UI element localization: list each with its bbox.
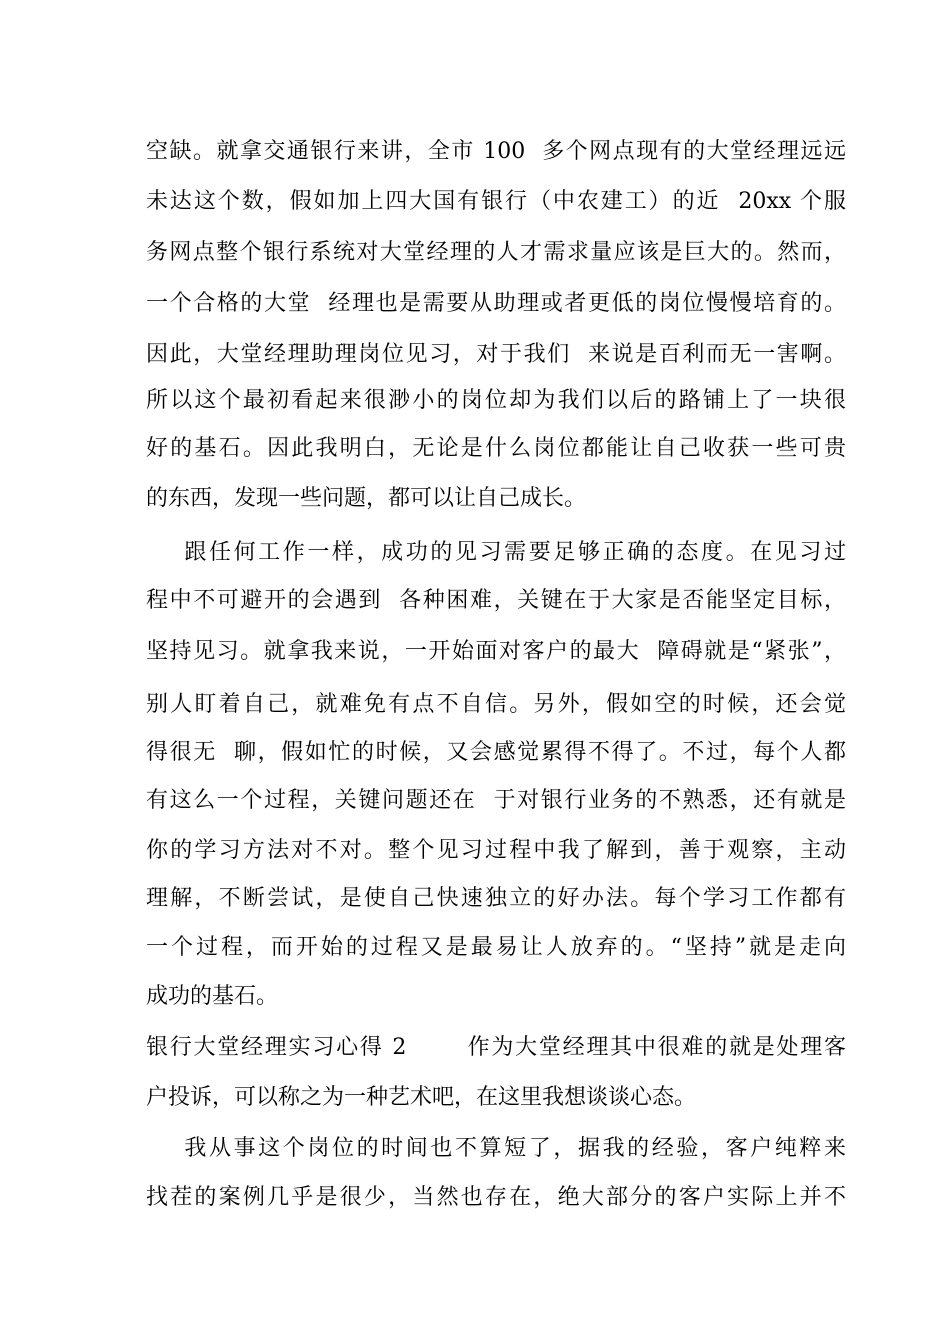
text-line: 你的学习方法对不对。整个见习过程中我了解到，善于观察，主动 — [146, 838, 846, 863]
text-line: 坚持见习。就拿我来说，一开始面对客户的最大 障碍就是“紧张”， — [146, 639, 846, 664]
paragraph-first-line: 我从事这个岗位的时间也不算短了，据我的经验，客户纯粹来 — [146, 1136, 846, 1161]
paragraph-first-line: 跟任何工作一样，成功的见习需要足够正确的态度。在见习过 — [146, 540, 846, 565]
text-line: 未达这个数，假如加上四大国有银行（中农建工）的近 20xx 个服 — [146, 189, 846, 214]
text-line: 的东西，发现一些问题，都可以让自己成长。 — [146, 486, 587, 511]
text-line: 成功的基石。 — [146, 984, 279, 1009]
text-line: 好的基石。因此我明白，无论是什么岗位都能让自己收获一些可贵 — [146, 436, 846, 461]
text-line: 务网点整个银行系统对大堂经理的人才需求量应该是巨大的。然而， — [146, 240, 846, 265]
text-line: 空缺。就拿交通银行来讲，全市 100 多个网点现有的大堂经理远远 — [146, 139, 846, 164]
text-line: 别人盯着自己，就难免有点不自信。另外，假如空的时候，还会觉 — [146, 692, 846, 717]
section-heading-line: 银行大堂经理实习心得 2 作为大堂经理其中很难的就是处理客 — [146, 1035, 846, 1060]
text-line: 程中不可避开的会遇到 各种困难，关键在于大家是否能坚定目标， — [146, 588, 846, 613]
text-line: 一个合格的大堂 经理也是需要从助理或者更低的岗位慢慢培育的。 — [146, 291, 846, 316]
text-line: 因此，大堂经理助理岗位见习，对于我们 来说是百利而无一害啊。 — [146, 342, 846, 367]
text-line: 有这么一个过程，关键问题还在 于对银行业务的不熟悉，还有就是 — [146, 788, 846, 813]
text-line: 所以这个最初看起来很渺小的岗位却为我们以后的路铺上了一块很 — [146, 388, 846, 413]
text-line: 找茬的案例几乎是很少，当然也存在，绝大部分的客户实际上并不 — [146, 1185, 846, 1210]
text-line: 得很无 聊，假如忙的时候，又会感觉累得不得了。不过，每个人都 — [146, 740, 846, 765]
text-line: 户投诉，可以称之为一种艺术吧，在这里我想谈谈心态。 — [146, 1085, 697, 1110]
text-line: 理解，不断尝试，是使自己快速独立的好办法。每个学习工作都有 — [146, 886, 846, 911]
text-line: 一个过程，而开始的过程又是最易让人放弃的。“坚持”就是走向 — [146, 935, 846, 960]
